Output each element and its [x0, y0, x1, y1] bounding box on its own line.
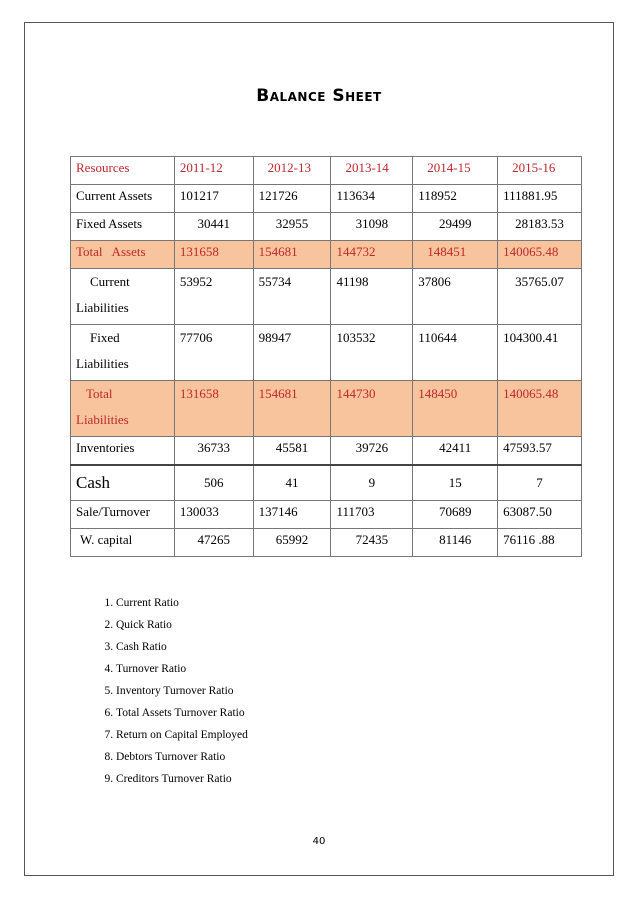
header-cell: 2012-13: [253, 157, 331, 185]
cell: 47593.57: [498, 437, 582, 466]
cell: 121726: [253, 185, 331, 213]
table-row-cash: [71, 465, 582, 501]
cell: 137146: [253, 501, 331, 529]
ratio-list: [78, 592, 248, 790]
list-item: 1. Current Ratio: [116, 592, 248, 614]
row-label: W. capital: [71, 529, 175, 557]
cell: 104300.41: [498, 325, 582, 381]
cell: 36733: [174, 437, 253, 466]
cell: 111881.95: [498, 185, 582, 213]
row-label: [71, 325, 175, 381]
cell: 81146: [413, 529, 498, 557]
cell: 131658: [174, 241, 253, 269]
cell: 148450: [413, 381, 498, 437]
cell: 131658: [174, 381, 253, 437]
header-cell: Resources: [71, 157, 175, 185]
row-label: Inventories: [71, 437, 175, 466]
cell: 28183.53: [498, 213, 582, 241]
row-label-line2: Liabilities: [76, 356, 129, 371]
header-cell: 2015-16: [498, 157, 582, 185]
cell: 15: [413, 465, 498, 501]
table-row-current-assets: [71, 185, 582, 213]
cell: 130033: [174, 501, 253, 529]
row-label-line1: Total: [86, 386, 113, 401]
cell: 140065.48: [498, 241, 582, 269]
row-label-line2: Liabilities: [76, 300, 129, 315]
cell: 154681: [253, 381, 331, 437]
row-label: Fixed Assets: [71, 213, 175, 241]
table-row-total-assets: [71, 241, 582, 269]
cell: 42411: [413, 437, 498, 466]
table-row-w-capital: [71, 529, 582, 557]
header-cell: 2011-12: [174, 157, 253, 185]
row-label: [71, 381, 175, 437]
cell: 70689: [413, 501, 498, 529]
cell: 103532: [331, 325, 413, 381]
cell: 77706: [174, 325, 253, 381]
cell: 53952: [174, 269, 253, 325]
row-label-line1: Current: [90, 274, 130, 289]
balance-sheet-table: [70, 156, 582, 557]
row-label: [71, 269, 175, 325]
cell: 41198: [331, 269, 413, 325]
cell: 506: [174, 465, 253, 501]
list-item: 6. Total Assets Turnover Ratio: [116, 702, 248, 724]
table-row-fixed-liabilities: [71, 325, 582, 381]
cell: 144730: [331, 381, 413, 437]
cell: 140065.48: [498, 381, 582, 437]
cell: 9: [331, 465, 413, 501]
table-row-total-liabilities: [71, 381, 582, 437]
cell: 101217: [174, 185, 253, 213]
cell: 35765.07: [498, 269, 582, 325]
table-row-inventories: [71, 437, 582, 466]
cell: 29499: [413, 213, 498, 241]
cell: 31098: [331, 213, 413, 241]
row-label-line2: Liabilities: [76, 412, 129, 427]
cell: 110644: [413, 325, 498, 381]
row-label: Cash: [71, 465, 175, 501]
cell: 55734: [253, 269, 331, 325]
cell: 144732: [331, 241, 413, 269]
cell: 98947: [253, 325, 331, 381]
table-row-fixed-assets: [71, 213, 582, 241]
row-label: Sale/Turnover: [71, 501, 175, 529]
cell: 154681: [253, 241, 331, 269]
cell: 7: [498, 465, 582, 501]
cell: 45581: [253, 437, 331, 466]
table-row-sale-turnover: [71, 501, 582, 529]
header-cell: 2014-15: [413, 157, 498, 185]
page-number: 40: [312, 836, 326, 847]
cell: 37806: [413, 269, 498, 325]
cell: 63087.50: [498, 501, 582, 529]
cell: 111703: [331, 501, 413, 529]
cell: 41: [253, 465, 331, 501]
table-row-current-liabilities: [71, 269, 582, 325]
page-title: Balance Sheet: [256, 86, 382, 106]
cell: 47265: [174, 529, 253, 557]
list-item: 2. Quick Ratio: [116, 614, 248, 636]
cell: 148451: [413, 241, 498, 269]
list-item: 9. Creditors Turnover Ratio: [116, 768, 248, 790]
cell: 76116 .88: [498, 529, 582, 557]
list-item: 4. Turnover Ratio: [116, 658, 248, 680]
list-item: 3. Cash Ratio: [116, 636, 248, 658]
row-label: Current Assets: [71, 185, 175, 213]
cell: 39726: [331, 437, 413, 466]
row-label-line1: Fixed: [90, 330, 120, 345]
cell: 72435: [331, 529, 413, 557]
list-item: 7. Return on Capital Employed: [116, 724, 248, 746]
cell: 32955: [253, 213, 331, 241]
cell: 65992: [253, 529, 331, 557]
cell: 113634: [331, 185, 413, 213]
table-header-row: [71, 157, 582, 185]
cell: 118952: [413, 185, 498, 213]
header-cell: 2013-14: [331, 157, 413, 185]
list-item: 5. Inventory Turnover Ratio: [116, 680, 248, 702]
cell: 30441: [174, 213, 253, 241]
row-label: Total Assets: [71, 241, 175, 269]
list-item: 8. Debtors Turnover Ratio: [116, 746, 248, 768]
